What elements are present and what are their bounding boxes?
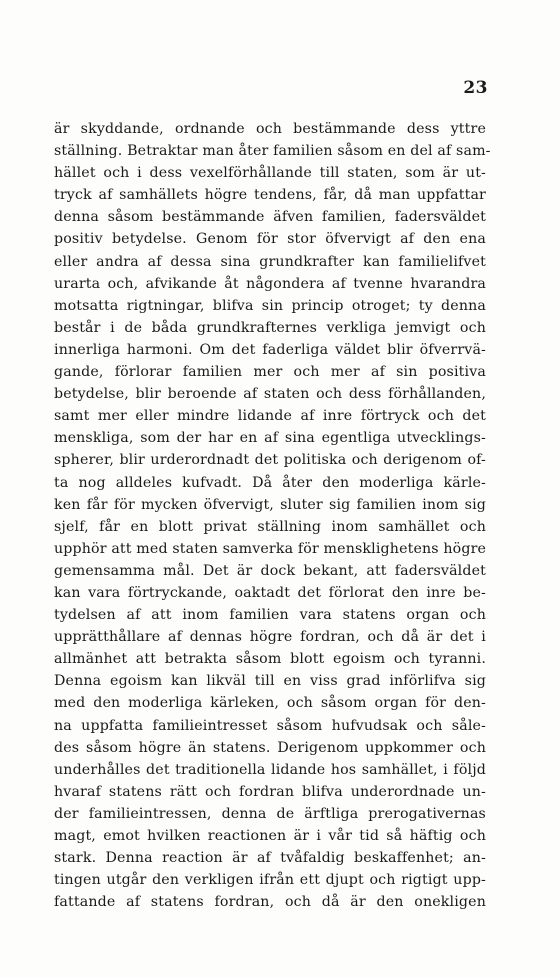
text-line: tryck af samhällets högre tendens, får, då man uppfattar: [54, 187, 486, 204]
text-line: hället och i dess vexelförhållande till staten, som är ut-: [54, 165, 486, 182]
text-line: menskliga, som der har en af sina egentliga utvecklings-: [54, 430, 486, 447]
text-line: består i de båda grundkrafternes verkliga jemvigt och: [54, 319, 486, 336]
text-line: betydelse, blir beroende af staten och dess förhållanden,: [54, 386, 486, 403]
text-line: med den moderliga kärleken, och såsom organ för den-: [54, 695, 486, 712]
text-line: kan vara förtryckande, oaktadt det förlorat den inre be-: [54, 584, 486, 601]
text-line: denna såsom bestämmande äfven familien, fadersväldet: [54, 209, 486, 226]
text-line: magt, emot hvilken reactionen är i vår tid så häftig och: [54, 828, 486, 844]
text-line: sjelf, får en blott privat ställning inom samhället och: [54, 518, 486, 535]
text-line: upphör att med staten samverka för mensklighetens högre: [54, 540, 487, 557]
text-line: eller andra af dessa sina grundkrafter kan familielifvet: [54, 253, 486, 270]
page-number: 23: [463, 78, 488, 98]
text-line: upprätthållare af dennas högre fordran, och då är det i: [54, 629, 486, 646]
text-line: na uppfatta familieintresset såsom hufvudsak och såle-: [54, 717, 486, 734]
text-line: samt mer eller mindre lidande af inre förtryck och det: [54, 408, 486, 425]
text-line: urarta och, afvikande åt någondera af tvenne hvarandra: [54, 275, 486, 292]
text-line: motsatta rigtningar, blifva sin princip otroget; ty denna: [54, 297, 486, 314]
text-line: der familieintressen, denna de ärftliga prerogativernas: [54, 805, 486, 822]
text-line: ken får för mycken öfvervigt, sluter sig familien inom sig: [54, 496, 486, 513]
text-line: är skyddande, ordnande och bestämmande dess yttre: [54, 121, 486, 137]
text-line: allmänhet att betrakta såsom blott egoism och tyranni.: [54, 651, 486, 668]
text-line: positiv betydelse. Genom för stor öfvervigt af den ena: [54, 231, 486, 248]
text-line: tydelsen af att inom familien vara statens organ och: [54, 607, 486, 624]
text-line: underhålles det traditionella lidande hos samhället, i följd: [54, 761, 486, 778]
text-line: gande, förlorar familien mer och mer af sin positiva: [54, 364, 486, 381]
text-line: gemensamma mål. Det är dock bekant, att fadersväldet: [54, 562, 486, 579]
body-text: [54, 118, 491, 913]
text-line: spherer, blir urderordnadt det politiska och derigenom of-: [54, 452, 486, 469]
text-line: fattande af statens fordran, och då är den onekligen: [54, 894, 486, 911]
text-line: stark. Denna reaction är af tvåfaldig beskaffenhet; an-: [54, 850, 486, 867]
text-line: des såsom högre än statens. Derigenom uppkommer och: [54, 739, 486, 756]
text-line: tingen utgår den verkligen ifrån ett djupt och rigtigt upp-: [54, 872, 486, 889]
text-line: Denna egoism kan likväl till en viss grad införlifva sig: [54, 673, 486, 690]
text-line: ställning. Betraktar man åter familien såsom en del af sam-: [54, 143, 491, 160]
text-line: innerliga harmoni. Om det faderliga väldet blir öfverrvä-: [54, 341, 486, 358]
text-line: hvaraf statens rätt och fordran blifva underordnade un-: [54, 783, 486, 800]
text-line: ta nog alldeles kufvadt. Då åter den moderliga kärle-: [54, 474, 486, 491]
